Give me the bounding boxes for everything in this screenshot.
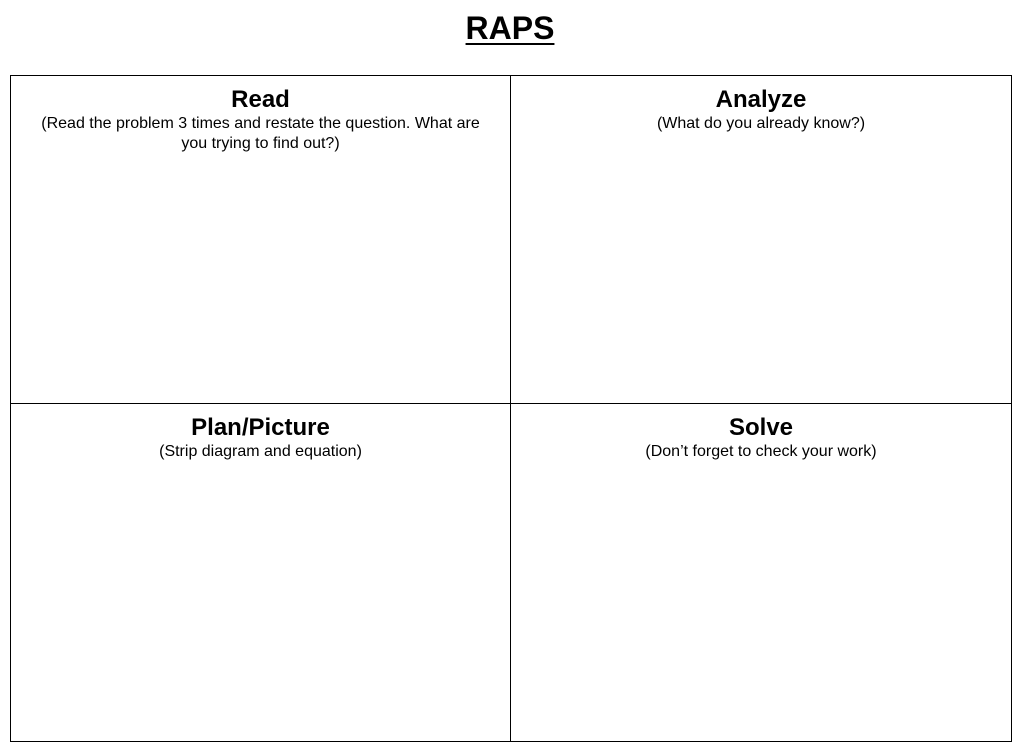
read-heading: Read	[231, 86, 290, 113]
solve-heading: Solve	[728, 414, 794, 441]
solve-cell[interactable]	[511, 404, 1011, 741]
analyze-subtitle: (What do you already know?)	[656, 115, 866, 132]
read-subtitle: (Read the problem 3 times and restate the question. What are you trying to find out?)	[41, 115, 480, 152]
page-title: RAPS	[465, 10, 555, 46]
analyze-heading: Analyze	[715, 86, 807, 113]
read-cell[interactable]	[11, 76, 511, 404]
plan-picture-heading: Plan/Picture	[191, 414, 330, 441]
raps-grid	[10, 75, 1012, 742]
plan-picture-subtitle: (Strip diagram and equation)	[159, 443, 362, 460]
solve-subtitle: (Don’t forget to check your work)	[645, 443, 877, 460]
plan-picture-cell[interactable]	[11, 404, 511, 741]
analyze-cell[interactable]	[511, 76, 1011, 404]
